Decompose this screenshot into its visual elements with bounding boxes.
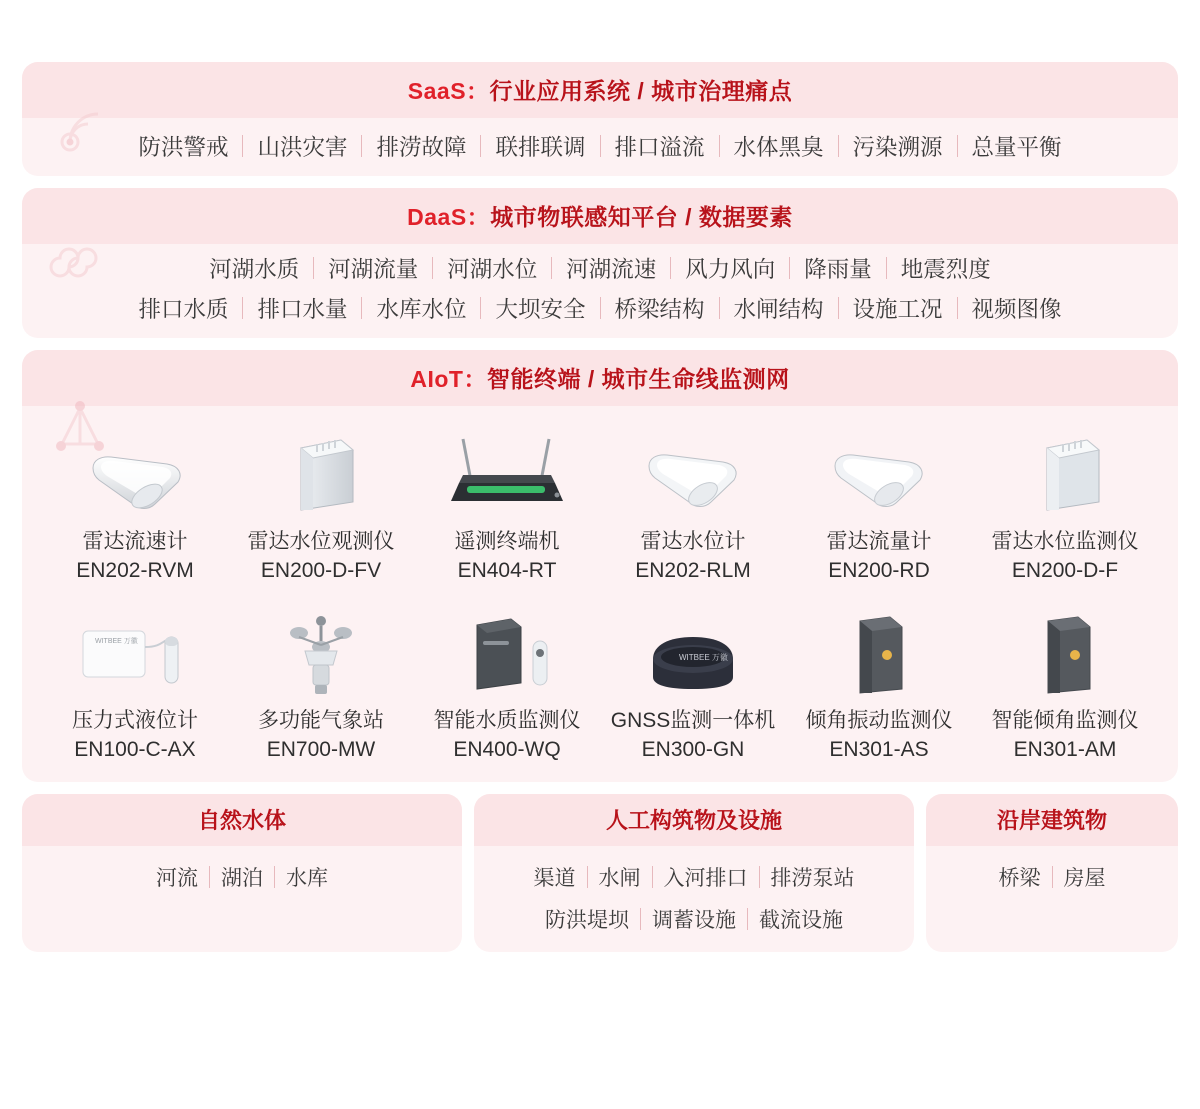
saas-item[interactable]: 联排联调 <box>495 135 586 160</box>
object-item[interactable]: 防洪堤坝 <box>545 908 629 932</box>
daas-item[interactable]: 河湖水位 <box>447 257 538 282</box>
device-item[interactable] <box>600 603 786 766</box>
device-model: EN200-D-FV <box>260 559 382 583</box>
daas-item[interactable]: 风力风向 <box>685 257 776 282</box>
radar-level-meter-icon <box>602 416 784 520</box>
svg-text:WITBEE 万徽: WITBEE 万徽 <box>679 652 728 662</box>
device-model: EN400-WQ <box>453 738 561 762</box>
saas-item[interactable]: 总量平衡 <box>971 135 1062 160</box>
object-item[interactable]: 河流 <box>156 866 198 890</box>
daas-item[interactable]: 地震烈度 <box>900 257 991 282</box>
device-item[interactable] <box>42 603 228 766</box>
daas-item[interactable]: 河湖流速 <box>566 257 657 282</box>
daas-items-row2 <box>22 290 1178 338</box>
device-model: EN700-MW <box>266 738 376 762</box>
gnss-monitor-icon <box>602 603 784 699</box>
device-model: EN301-AM <box>1013 738 1117 762</box>
daas-item[interactable]: 大坝安全 <box>495 297 586 322</box>
smart-tilt-monitor-icon <box>974 603 1156 699</box>
object-item[interactable]: 房屋 <box>1063 866 1106 890</box>
saas-item[interactable]: 污染溯源 <box>852 135 943 160</box>
card-body <box>474 846 914 952</box>
aiot-title: 智能终端 / 城市生命线监测网 <box>486 366 790 392</box>
saas-item[interactable]: 排涝故障 <box>376 135 467 160</box>
radar-velocity-sensor-icon <box>44 416 226 520</box>
chip-row <box>22 856 462 898</box>
chip-row <box>926 856 1178 898</box>
device-name: 智能倾角监测仪 <box>991 708 1139 732</box>
aiot-device-grid <box>22 406 1178 782</box>
object-item[interactable]: 渠道 <box>533 866 576 890</box>
riverside-buildings-card <box>926 794 1178 952</box>
daas-item[interactable]: 降雨量 <box>804 257 872 282</box>
saas-items <box>22 118 1178 176</box>
device-item[interactable] <box>786 603 972 766</box>
object-item[interactable]: 调蓄设施 <box>652 908 736 932</box>
device-model: EN202-RVM <box>76 559 194 583</box>
device-model: EN202-RLM <box>635 559 751 583</box>
tilt-vibration-monitor-icon <box>788 603 970 699</box>
card-body <box>22 846 462 910</box>
aiot-header <box>22 350 1178 406</box>
rtu-router-icon <box>416 416 598 520</box>
device-model: EN200-D-F <box>1011 559 1119 583</box>
device-name: 多功能气象站 <box>258 708 384 732</box>
card-title: 自然水体 <box>22 794 462 846</box>
object-cards <box>22 794 1178 952</box>
chip-row <box>474 898 914 940</box>
radar-flow-meter-icon <box>788 416 970 520</box>
device-name: 雷达流量计 <box>826 530 932 553</box>
device-name: 遥测终端机 <box>454 530 560 553</box>
daas-header <box>22 188 1178 244</box>
daas-items-row1 <box>22 244 1178 290</box>
aiot-label: AIoT： <box>410 366 487 392</box>
device-item[interactable] <box>414 416 600 587</box>
daas-item[interactable]: 排口水质 <box>138 297 229 322</box>
device-item[interactable] <box>42 416 228 587</box>
device-name: 雷达水位监测仪 <box>991 530 1139 553</box>
artificial-structures-card <box>474 794 914 952</box>
aiot-device-row <box>36 416 1164 587</box>
device-item[interactable] <box>228 603 414 766</box>
device-model: EN100-C-AX <box>74 738 196 762</box>
saas-header <box>22 62 1178 118</box>
saas-item[interactable]: 防洪警戒 <box>138 135 229 160</box>
device-model: EN200-RD <box>828 559 930 583</box>
saas-item[interactable]: 排口溢流 <box>614 135 705 160</box>
device-model: EN404-RT <box>457 559 557 583</box>
daas-item[interactable]: 排口水量 <box>257 297 348 322</box>
device-item[interactable] <box>600 416 786 587</box>
card-title: 沿岸建筑物 <box>926 794 1178 846</box>
device-item[interactable] <box>414 603 600 766</box>
pressure-level-gauge-icon <box>44 603 226 699</box>
radar-level-observer-icon <box>230 416 412 520</box>
device-name: 雷达水位观测仪 <box>247 530 395 553</box>
saas-label: SaaS： <box>407 78 490 104</box>
saas-item[interactable]: 山洪灾害 <box>257 135 348 160</box>
device-name: 压力式液位计 <box>72 708 198 732</box>
device-name: 倾角振动监测仪 <box>805 708 953 732</box>
object-item[interactable]: 截流设施 <box>759 908 843 932</box>
natural-water-card <box>22 794 462 952</box>
daas-item[interactable]: 视频图像 <box>971 297 1062 322</box>
daas-item[interactable]: 水库水位 <box>376 297 467 322</box>
object-item[interactable]: 水库 <box>286 866 328 890</box>
saas-item[interactable]: 水体黑臭 <box>733 135 824 160</box>
device-model: EN300-GN <box>641 738 745 762</box>
daas-label: DaaS： <box>407 204 491 230</box>
object-item[interactable]: 湖泊 <box>221 866 263 890</box>
daas-title: 城市物联感知平台 / 数据要素 <box>490 204 793 230</box>
device-model: EN301-AS <box>829 738 929 762</box>
daas-item[interactable]: 河湖水质 <box>209 257 300 282</box>
daas-item[interactable]: 水闸结构 <box>733 297 824 322</box>
object-item[interactable]: 水闸 <box>598 866 641 890</box>
card-body <box>926 846 1178 910</box>
daas-item[interactable]: 河湖流量 <box>328 257 419 282</box>
weather-station-icon <box>230 603 412 699</box>
device-item[interactable] <box>228 416 414 587</box>
saas-title: 行业应用系统 / 城市治理痛点 <box>489 78 793 104</box>
saas-card <box>22 62 1178 176</box>
object-item[interactable]: 桥梁 <box>998 866 1041 890</box>
device-name: GNSS监测一体机 <box>610 708 776 732</box>
object-item[interactable]: 排涝泵站 <box>770 866 855 890</box>
aiot-card <box>22 350 1178 782</box>
aiot-device-row <box>36 603 1164 766</box>
svg-text:WITBEE 万徽: WITBEE 万徽 <box>95 637 138 645</box>
daas-card <box>22 188 1178 338</box>
device-item[interactable] <box>972 603 1158 766</box>
device-item[interactable] <box>972 416 1158 587</box>
device-name: 雷达水位计 <box>640 530 746 553</box>
daas-item[interactable]: 桥梁结构 <box>614 297 705 322</box>
device-name: 雷达流速计 <box>82 530 188 553</box>
object-item[interactable]: 入河排口 <box>663 866 748 890</box>
device-name: 智能水质监测仪 <box>433 708 581 732</box>
card-title: 人工构筑物及设施 <box>474 794 914 846</box>
device-item[interactable] <box>786 416 972 587</box>
daas-item[interactable]: 设施工况 <box>852 297 943 322</box>
radar-level-monitor-icon <box>974 416 1156 520</box>
water-quality-monitor-icon <box>416 603 598 699</box>
chip-row <box>474 856 914 898</box>
